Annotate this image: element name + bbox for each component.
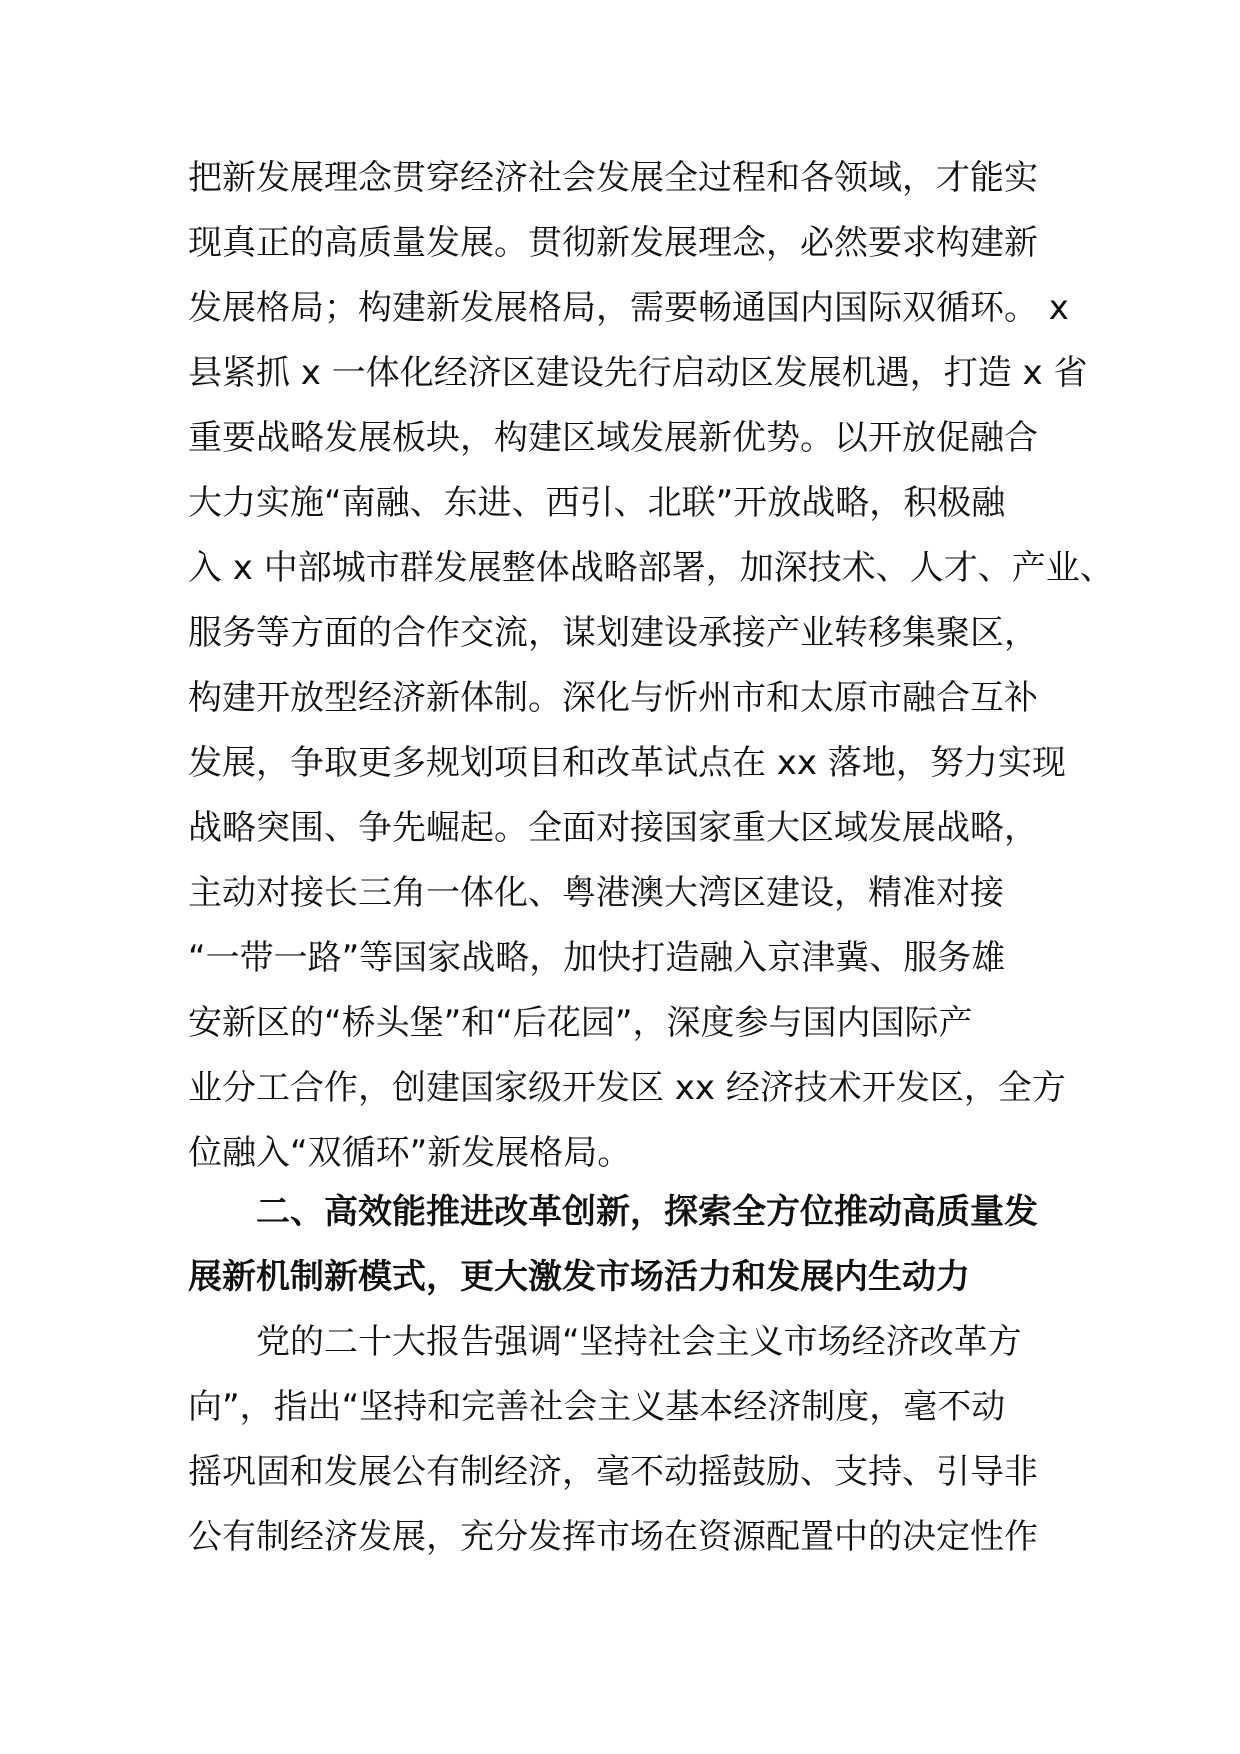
heading-line: 展新机制新模式，更大激发市场活力和发展内生动力 [188,1257,970,1297]
body-paragraph-1 [188,146,1114,1186]
paragraph-line: 大力实施“南融、东进、西引、北联”开放战略，积极融 [188,483,1006,523]
paragraph-line: 把新发展理念贯穿经济社会发展全过程和各领域，才能实 [188,158,1038,198]
paragraph-line: 战略突围、争先崛起。全面对接国家重大区域发展战略， [188,808,1038,848]
paragraph-line: 入 x 中部城市群发展整体战略部署，加深技术、人才、产业、 [188,548,1114,588]
paragraph-line: 发展格局；构建新发展格局，需要畅通国内国际双循环。 x [188,288,1069,328]
paragraph-line: 县紧抓 x 一体化经济区建设先行启动区发展机遇，打造 x 省 [188,353,1088,393]
paragraph-line: 发展，争取更多规划项目和改革试点在 xx 落地，努力实现 [188,743,1066,783]
paragraph-line: 构建开放型经济新体制。深化与忻州市和太原市融合互补 [188,678,1038,718]
paragraph-line: 公有制经济发展，充分发挥市场在资源配置中的决定性作 [188,1517,1038,1557]
paragraph-line: “一带一路”等国家战略，加快打造融入京津冀、服务雄 [188,938,1006,978]
paragraph-line: 摇巩固和发展公有制经济，毫不动摇鼓励、支持、引导非 [188,1452,1038,1492]
section-heading-2 [188,1180,1068,1310]
paragraph-line: 业分工合作，创建国家级开发区 xx 经济技术开发区，全方 [188,1068,1066,1108]
paragraph-line: 位融入“双循环”新发展格局。 [188,1133,632,1173]
paragraph-line: 党的二十大报告强调“坚持社会主义市场经济改革方 [256,1322,1022,1362]
paragraph-line: 重要战略发展板块，构建区域发展新优势。以开放促融合 [188,418,1038,458]
heading-line: 二、高效能推进改革创新，探索全方位推动高质量发 [256,1192,1038,1232]
paragraph-line: 服务等方面的合作交流，谋划建设承接产业转移集聚区， [188,613,1038,653]
paragraph-line: 安新区的“桥头堡”和“后花园”，深度参与国内国际产 [188,1003,973,1043]
paragraph-line: 主动对接长三角一体化、粤港澳大湾区建设，精准对接 [188,873,1004,913]
paragraph-line: 向”，指出“坚持和完善社会主义基本经济制度，毫不动 [188,1387,1006,1427]
body-paragraph-2 [188,1310,1068,1570]
paragraph-line: 现真正的高质量发展。贯彻新发展理念，必然要求构建新 [188,223,1038,263]
